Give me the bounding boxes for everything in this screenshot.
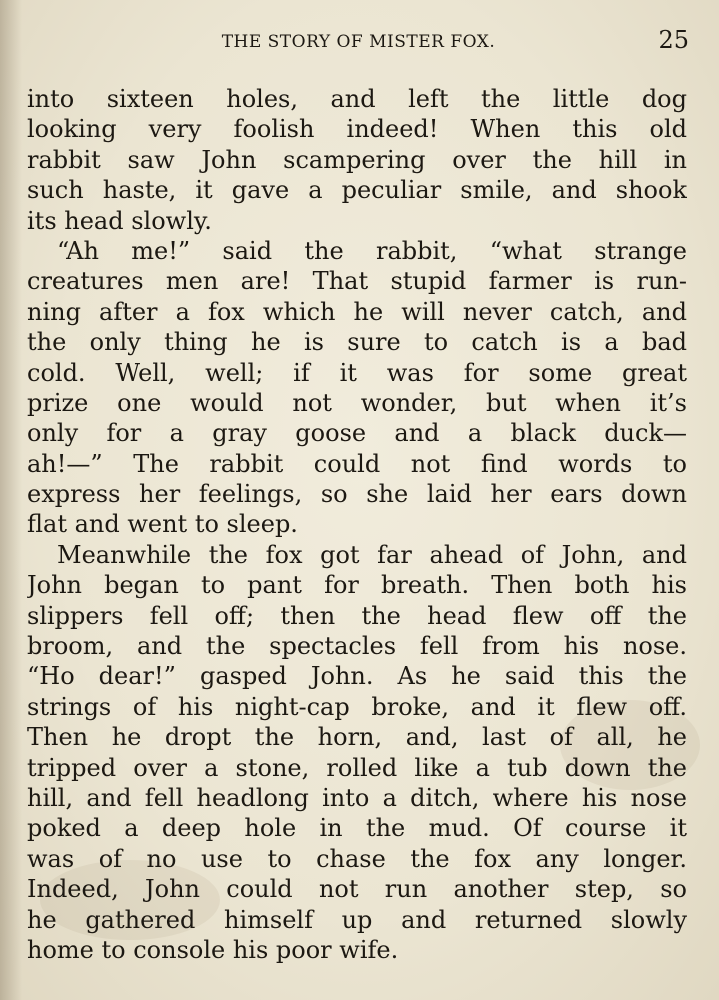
- text-line: Then he dropt the horn, and, last of all, he: [27, 723, 687, 752]
- text-line: slippers fell off; then the head flew off the: [27, 601, 687, 630]
- text-line: the only thing he is sure to catch is a bad: [27, 328, 687, 357]
- text-line: such haste, it gave a peculiar smile, and shook: [27, 176, 687, 205]
- text-line: its head slowly.: [27, 206, 212, 235]
- text-line: Meanwhile the fox got far ahead of John, and: [57, 540, 687, 569]
- text-line: tripped over a stone, rolled like a tub down the: [27, 753, 687, 782]
- text-line: looking very foolish indeed! When this old: [27, 115, 687, 144]
- text-line: ning after a fox which he will never catch, and: [27, 297, 687, 326]
- text-line: John began to pant for breath. Then both his: [27, 571, 687, 600]
- text-line: rabbit saw John scampering over the hill in: [27, 145, 687, 174]
- page-header: [28, 26, 689, 56]
- text-line: strings of his night-cap broke, and it flew off.: [27, 692, 687, 721]
- text-line: hill, and fell headlong into a ditch, where his nose: [27, 783, 687, 812]
- page-gutter-shadow: [0, 0, 22, 1000]
- text-line: Indeed, John could not run another step, so: [27, 875, 687, 904]
- text-line: creatures men are! That stupid farmer is run-: [27, 267, 687, 296]
- text-line: he gathered himself up and returned slowly: [27, 905, 687, 934]
- text-line: broom, and the spectacles fell from his nose.: [27, 632, 687, 661]
- running-title: THE STORY OF MISTER FOX.: [221, 32, 496, 52]
- text-line: poked a deep hole in the mud. Of course it: [27, 814, 687, 843]
- text-line: cold. Well, well; if it was for some great: [27, 358, 687, 387]
- text-line: “Ho dear!” gasped John. As he said this the: [27, 662, 687, 691]
- text-line: flat and went to sleep.: [27, 510, 298, 539]
- text-line: prize one would not wonder, but when it’s: [27, 388, 687, 417]
- text-line: home to console his poor wife.: [27, 935, 399, 964]
- text-line: “Ah me!” said the rabbit, “what strange: [57, 236, 687, 265]
- text-line: into sixteen holes, and left the little dog: [27, 85, 687, 113]
- text-line: ah!—” The rabbit could not find words to: [27, 449, 687, 478]
- page-number: 25: [658, 26, 689, 54]
- text-line: was of no use to chase the fox any longer.: [27, 844, 687, 873]
- text-line: only for a gray goose and a black duck—: [27, 419, 687, 448]
- text-line: express her feelings, so she laid her ears down: [27, 480, 687, 509]
- body-text: [27, 84, 687, 965]
